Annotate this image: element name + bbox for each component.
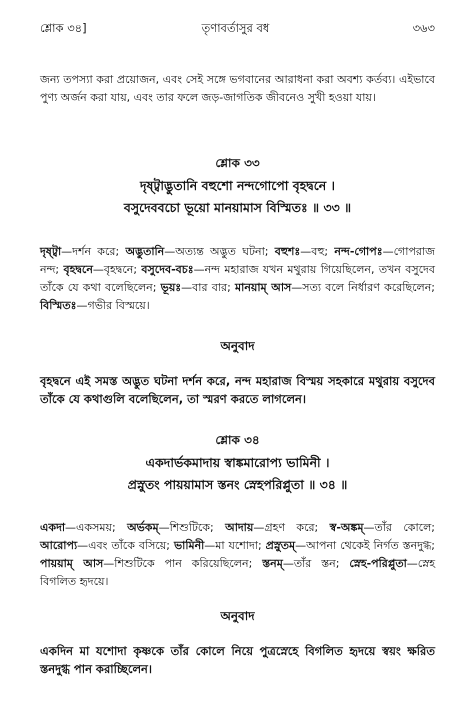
verse34-line1: একদার্ভকমাদায় স্বাঙ্কমারোপ্য ভামিনী । (145, 455, 330, 470)
synonym-term: ভামিনী (173, 539, 205, 552)
synonym-meaning: —গোপরাজ নন্দ; (40, 245, 435, 276)
synonym-meaning: —মা যশোদা; (204, 539, 266, 552)
synonym-term: অর্ভকম্ (127, 521, 159, 534)
synonym-term: মানয়াম্ আস (235, 281, 292, 294)
synonym-meaning: —তাঁর স্তন; (282, 557, 350, 570)
synonym-meaning: —বহু; (300, 245, 335, 258)
synonym-term: প্রস্নুতম্ (265, 539, 296, 552)
synonym-meaning: —শিশুটিকে; (158, 521, 226, 534)
synonym-meaning: —নন্দ মহারাজ যখন মথুরায় গিয়েছিলেন, তখন বসুদেব তাঁকে যে কথা বলেছিলেন; (40, 263, 435, 294)
synonym-meaning: —শিশুটিকে পান করিয়েছিলেন; (103, 557, 263, 570)
verse33-translation-heading: অনুবাদ (220, 339, 255, 353)
synonym-term: আরোপ্য (40, 539, 78, 552)
synonym-term: বহুশঃ (274, 245, 301, 258)
synonym-term: একদা (40, 521, 66, 534)
synonym-meaning: —আপনা থেকেই নির্গত স্তনদুগ্ধ; (295, 539, 435, 552)
synonym-term: পায়য়াম্ আস (40, 557, 104, 570)
synonym-meaning: —তাঁর কোলে; (363, 521, 435, 534)
header-page-number: ৩৬৩ (412, 21, 435, 35)
verse34-heading: শ্লোক ৩৪ (215, 433, 260, 447)
header-chapter-title: তৃণাবর্তাসুর বধ (201, 21, 270, 35)
verse34-translation-heading: অনুবাদ (220, 609, 255, 623)
verse33-synonyms (40, 243, 435, 315)
intro-paragraph: জন্য তপস্যা করা প্রয়োজন, এবং সেই সঙ্গে ভগবানের আরাধনা করা অবশ্য কর্তব্য। এইভাবে পুণ্য অর্জন করা যায়, এবং তার ফলে জড়-জাগতিক জীবনেও সুখী হওয়া যায়। (40, 73, 435, 104)
synonym-meaning: —অত্যন্ত অদ্ভুত ঘটনা; (164, 245, 275, 258)
verse33-heading: শ্লোক ৩৩ (215, 156, 260, 170)
verse33-translation: বৃহদ্বনে এই সমস্ত অদ্ভুত ঘটনা দর্শন করে, নন্দ মহারাজ বিস্ময় সহকারে মথুরায় বসুদেব তাঁকে যে কথাগুলি বলেছিলেন, তা স্মরণ করতে লাগলেন। (40, 373, 435, 406)
synonym-term: স্ব-অঙ্কম্ (329, 521, 364, 534)
synonym-term: স্নেহ-পরিপ্লুতা (349, 557, 407, 570)
synonym-term: ভূয়ঃ (160, 281, 182, 294)
verse34-translation: একদিন মা যশোদা কৃষ্ণকে তাঁর কোলে নিয়ে পুত্রস্নেহে বিগলিত হৃদয়ে স্বয়ং ক্ষরিত স্তনদুগ্ধ পান করাচ্ছিলেন। (40, 643, 435, 676)
synonym-term: বসুদেব-বচঃ (141, 263, 194, 276)
verse33-line2: বসুদেববচো ভূয়ো মানয়ামাস বিস্মিতঃ ॥ ৩৩ ॥ (123, 200, 352, 215)
synonym-term: স্তনম্ (262, 557, 283, 570)
synonym-term: দৃষ্ট্বা (40, 245, 62, 258)
synonym-term: নন্দ-গোপঃ (334, 245, 383, 258)
synonym-term: অদ্ভুতানি (125, 245, 165, 258)
synonym-meaning: —স্নেহ বিগলিত হৃদয়ে। (40, 557, 436, 588)
synonym-meaning: —গ্রহণ করে; (253, 521, 330, 534)
synonym-meaning: —একসময়; (65, 521, 128, 534)
synonym-meaning: —দর্শন করে; (61, 245, 126, 258)
synonym-term: আদায় (225, 521, 254, 534)
synonym-meaning: —বার বার; (181, 281, 236, 294)
verse34-synonyms (40, 519, 435, 591)
verse34-line2: প্রস্নুতং পায়য়ামাস স্তনং স্নেহপরিপ্লুতা ॥ ৩৪ ॥ (127, 477, 348, 492)
synonym-term: বিস্মিতঃ (40, 299, 77, 312)
header-verse-ref: শ্লোক ৩৪] (40, 21, 87, 35)
synonym-meaning: —বৃহদ্বনে; (92, 263, 142, 276)
synonym-meaning: —সত্য বলে নির্ধারণ করেছিলেন; (291, 281, 435, 294)
synonym-meaning: —গভীর বিস্ময়ে। (76, 299, 150, 312)
verse33-line1: দৃষ্ট্বাদ্ভুতানি বহুশো নন্দগোপো বৃহদ্বনে । (139, 178, 336, 193)
synonym-meaning: —এবং তাঁকে বসিয়ে; (77, 539, 174, 552)
synonym-term: বৃহদ্বনে (63, 263, 93, 276)
